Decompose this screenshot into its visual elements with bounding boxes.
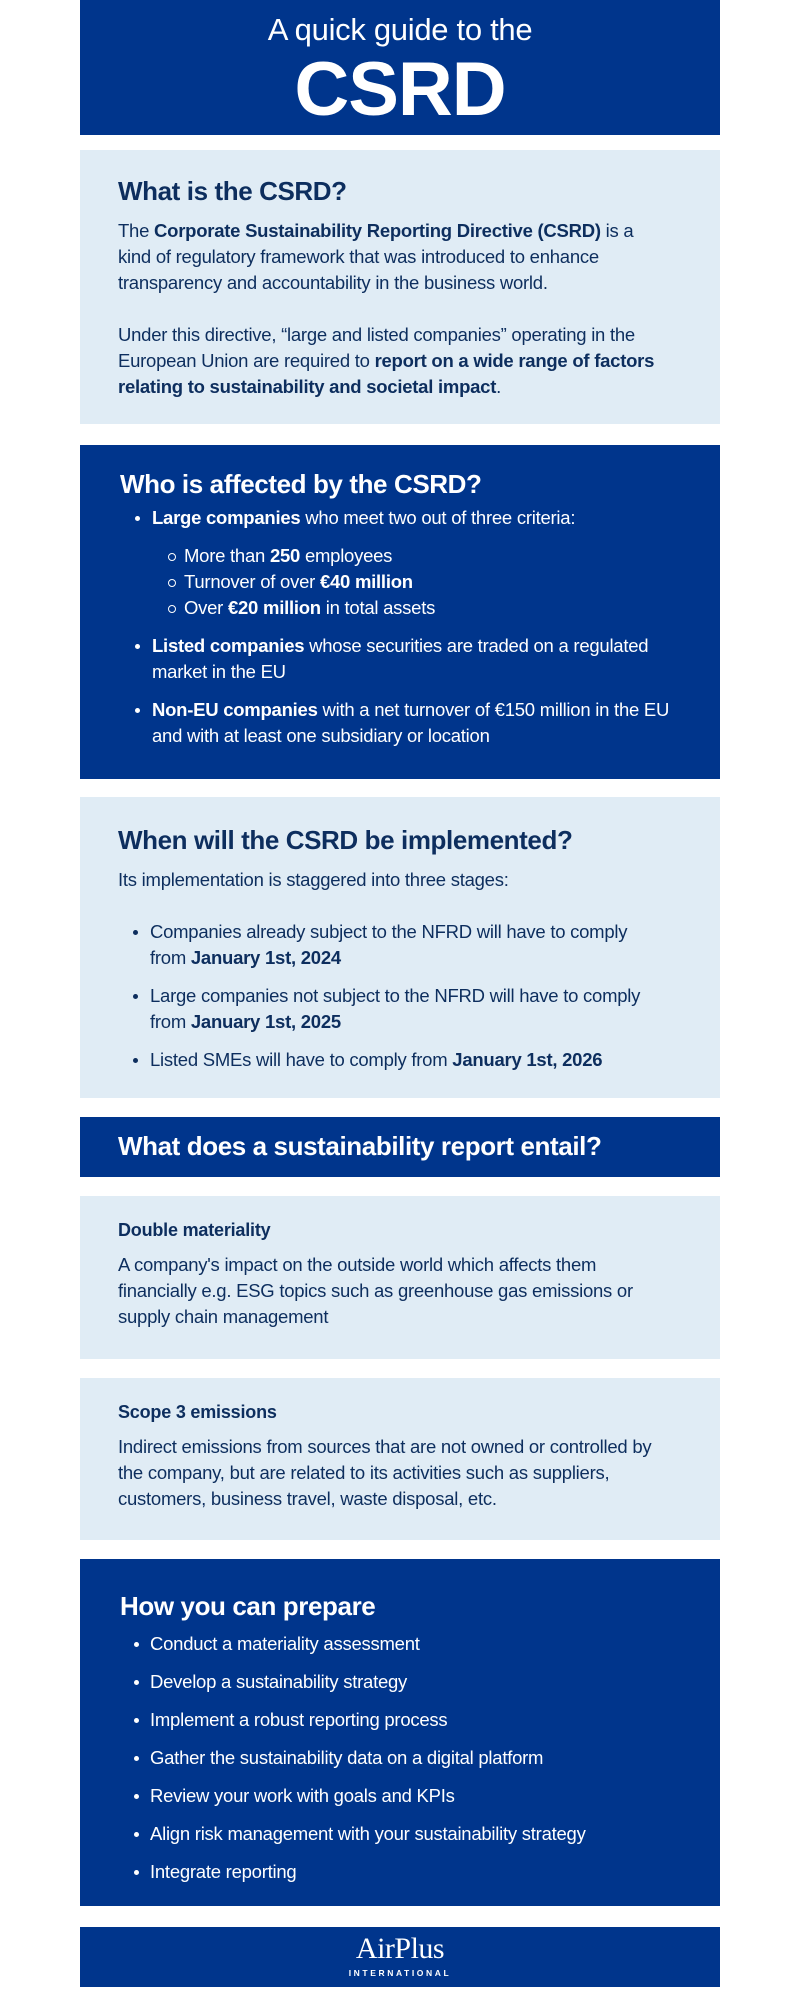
emphasis: Listed companies [152,635,305,656]
date: January 1st, 2025 [190,1011,341,1032]
text: Listed SMEs will have to comply from [150,1049,453,1070]
list-item: Gather the sustainability data on a digital platform [150,1745,680,1771]
section-when-implemented [80,797,720,1098]
section-who-affected [80,445,720,779]
list-item: Implement a robust reporting process [150,1707,680,1733]
hero-title: CSRD [294,47,506,132]
emphasis: Non-EU companies [152,699,318,720]
emphasis: Large companies [152,507,301,528]
card-body: Indirect emissions from sources that are not owned or controlled by the company, but are related to its activities such as suppliers, customers, business travel, waste disposal, etc. [118,1436,652,1509]
text: . [496,376,502,397]
list-item: Integrate reporting [150,1859,680,1885]
affected-list [120,505,680,749]
section-how-to-prepare [80,1559,720,1906]
text: The [118,220,155,241]
section-heading: What does a sustainability report entail? [118,1131,602,1161]
section-what-is [80,150,720,424]
airplus-logo: AirPlus [355,1932,445,1965]
text: whose securities are traded on a regulated market in the EU [152,635,649,682]
hero-kicker: A quick guide to the [267,12,533,47]
what-paragraph-2 [118,322,660,400]
list-item [184,569,680,595]
text: in total assets [320,597,436,618]
text: who meet two out of three criteria: [300,507,576,528]
card-title: Scope 3 emissions [118,1402,277,1422]
text: Large companies not subject to the NFRD will have to comply from [150,985,641,1032]
text: Over [184,597,228,618]
list-item [150,1047,660,1073]
section-report-entail [80,1117,720,1177]
criteria-list [152,543,680,621]
card-body: A company's impact on the outside world which affects them financially e.g. ESG topics such as greenhouse gas emissions or supply chain management [118,1254,633,1327]
what-paragraph-1 [118,218,660,296]
card-double-materiality [80,1196,720,1359]
section-heading: How you can prepare [120,1591,376,1621]
list-item [184,543,680,569]
text: Under this directive, “large and listed companies” operating in the European Union are required to [118,324,635,371]
timeline-list [118,919,660,1073]
emphasis: report on a wide range of factors relating to sustainability and societal impact [118,350,655,397]
when-intro: Its implementation is staggered into three stages: [118,869,509,890]
list-item [150,983,660,1035]
list-item [152,505,680,621]
text: More than [184,545,270,566]
list-item [152,633,680,685]
card-title: Double materiality [118,1220,271,1240]
list-item: Align risk management with your sustainability strategy [150,1821,680,1847]
card-scope-3-emissions [80,1378,720,1540]
airplus-logo-subtitle: INTERNATIONAL [348,1968,452,1978]
emphasis: €20 million [227,597,321,618]
hero-banner [80,0,720,135]
footer-logo-bar [80,1927,720,1987]
prepare-list [120,1631,680,1885]
list-item [152,697,680,749]
list-item: Review your work with goals and KPIs [150,1783,680,1809]
emphasis: €40 million [319,571,413,592]
date: January 1st, 2024 [190,947,341,968]
text: Turnover of over [184,571,320,592]
text: Companies already subject to the NFRD will have to comply from [150,921,628,968]
emphasis: Corporate Sustainability Reporting Directive (CSRD) [154,220,601,241]
list-item: Develop a sustainability strategy [150,1669,680,1695]
date: January 1st, 2026 [452,1049,603,1070]
emphasis: 250 [269,545,301,566]
list-item [150,919,660,971]
section-heading: When will the CSRD be implemented? [118,825,573,855]
text: with a net turnover of €150 million in the EU and with at least one subsidiary or location [152,699,670,746]
section-heading: Who is affected by the CSRD? [120,469,482,499]
text: employees [300,545,393,566]
text: is a kind of regulatory framework that was introduced to enhance transparency and accountability in the business world. [118,220,634,293]
list-item [184,595,680,621]
list-item: Conduct a materiality assessment [150,1631,680,1657]
section-heading: What is the CSRD? [118,176,347,206]
